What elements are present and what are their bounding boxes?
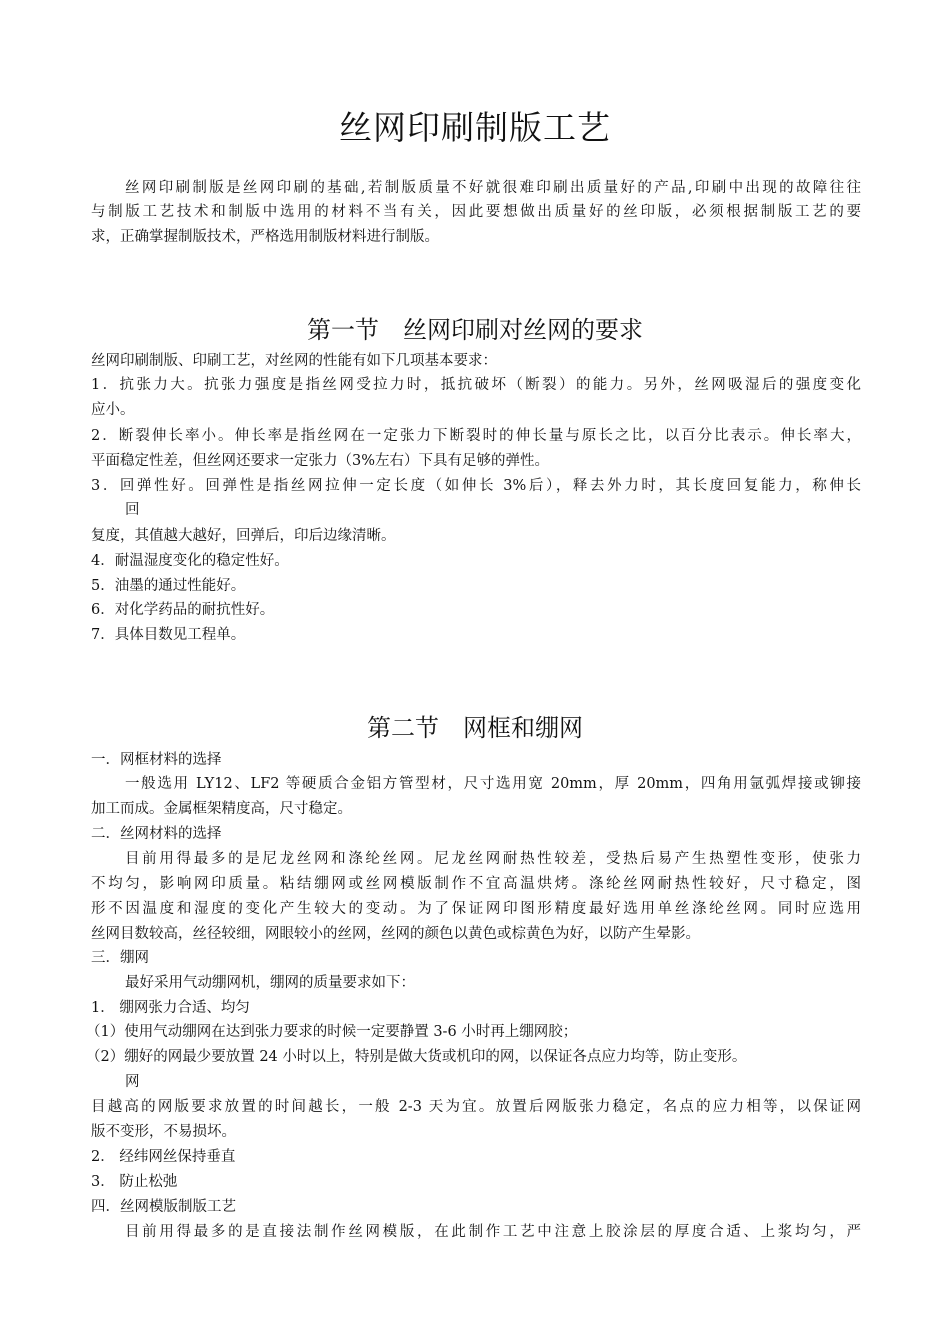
section-1-line: 平面稳定性差，但丝网还要求一定张力（3%左右）下具有足够的弹性。 bbox=[91, 453, 550, 469]
section-2-line: 3． 防止松弛 bbox=[91, 1174, 178, 1190]
section-1-line: 应小。 bbox=[91, 402, 135, 418]
section-1-line: 7．具体目数见工程单。 bbox=[91, 627, 246, 643]
section-2-line: 加工而成。金属框架精度高，尺寸稳定。 bbox=[91, 801, 352, 817]
section-2-line: 目前用得最多的是直接法制作丝网模版，在此制作工艺中注意上胶涂层的厚度合适、上浆均匀，严 bbox=[125, 1224, 861, 1240]
section-2-line: 三．绷网 bbox=[91, 950, 149, 966]
document-title: 丝网印刷制版工艺 bbox=[339, 108, 611, 147]
section-2-number: 第二节 bbox=[367, 714, 439, 742]
section-1-number: 第一节 bbox=[307, 316, 379, 344]
section-1-line: 丝网印刷制版、印刷工艺，对丝网的性能有如下几项基本要求： bbox=[91, 353, 497, 369]
section-2-line: 目越高的网版要求放置的时间越长，一般 2-3 天为宜。放置后网版张力稳定，名点的应力相等，以保证网 bbox=[91, 1099, 861, 1115]
section-2-line: 目前用得最多的是尼龙丝网和涤纶丝网。尼龙丝网耐热性较差，受热后易产生热塑性变形，使张力 bbox=[125, 851, 861, 867]
section-1-title: 丝网印刷对丝网的要求 bbox=[403, 316, 643, 344]
section-1-line: 5．油墨的通过性能好。 bbox=[91, 578, 246, 594]
section-1-line: 复度，其值越大越好，回弹后，印后边缘清晰。 bbox=[91, 528, 396, 544]
section-1-line: 6．对化学药品的耐抗性好。 bbox=[91, 602, 275, 618]
intro-line: 求，正确掌握制版技术，严格选用制版材料进行制版。 bbox=[91, 229, 439, 245]
section-1-line: 回 bbox=[125, 502, 140, 518]
section-2-line: 不均匀，影响网印质量。粘结绷网或丝网模版制作不宜高温烘烤。涤纶丝网耐热性较好，尺寸稳定，图 bbox=[91, 876, 861, 892]
section-2-line: 二．丝网材料的选择 bbox=[91, 826, 222, 842]
section-2-title: 网框和绷网 bbox=[463, 714, 583, 742]
section-2-line: 一．网框材料的选择 bbox=[91, 752, 222, 768]
section-2-line: 2． 经纬网丝保持垂直 bbox=[91, 1149, 236, 1165]
section-2-line: 形不因温度和湿度的变化产生较大的变动。为了保证网印图形精度最好选用单丝涤纶丝网。同时应选用 bbox=[91, 901, 861, 917]
section-2-line: （2）绷好的网最少要放置 24 小时以上，特别是做大货或机印的网，以保证各点应力均等，防止变形。 bbox=[86, 1049, 747, 1065]
section-2-line: 四．丝网模版制版工艺 bbox=[91, 1199, 236, 1215]
intro-line: 与制版工艺技术和制版中选用的材料不当有关，因此要想做出质量好的丝印版，必须根据制版工艺的要 bbox=[91, 204, 861, 220]
section-2-line: 一般选用 LY12、LF2 等硬质合金铝方管型材，尺寸选用宽 20mm，厚 20mm，四角用氩弧焊接或铆接 bbox=[125, 776, 861, 792]
section-2-line: 网 bbox=[125, 1074, 140, 1090]
section-2-line: （1）使用气动绷网在达到张力要求的时候一定要静置 3-6 小时再上绷网胶； bbox=[86, 1024, 578, 1040]
section-1-line: 1．抗张力大。抗张力强度是指丝网受拉力时，抵抗破坏（断裂）的能力。另外，丝网吸湿后的强度变化 bbox=[91, 377, 861, 393]
section-2-line: 版不变形，不易损坏。 bbox=[91, 1124, 236, 1140]
section-1-line: 2．断裂伸长率小。伸长率是指丝网在一定张力下断裂时的伸长量与原长之比，以百分比表示。伸长率大， bbox=[91, 428, 861, 444]
section-2-line: 1． 绷网张力合适、均匀 bbox=[91, 1000, 250, 1016]
section-1-line: 4．耐温湿度变化的稳定性好。 bbox=[91, 553, 289, 569]
section-2-heading bbox=[0, 708, 950, 743]
section-1-heading bbox=[0, 310, 950, 345]
section-2-line: 最好采用气动绷网机，绷网的质量要求如下： bbox=[125, 975, 415, 991]
section-1-line: 3．回弹性好。回弹性是指丝网拉伸一定长度（如伸长 3%后），释去外力时，其长度回复能力，称伸长 bbox=[91, 478, 861, 494]
intro-line: 丝网印刷制版是丝网印刷的基础,若制版质量不好就很难印刷出质量好的产品,印刷中出现的故障往往 bbox=[125, 180, 861, 196]
section-2-line: 丝网目数较高，丝径较细，网眼较小的丝网，丝网的颜色以黄色或棕黄色为好，以防产生晕影。 bbox=[91, 926, 700, 942]
